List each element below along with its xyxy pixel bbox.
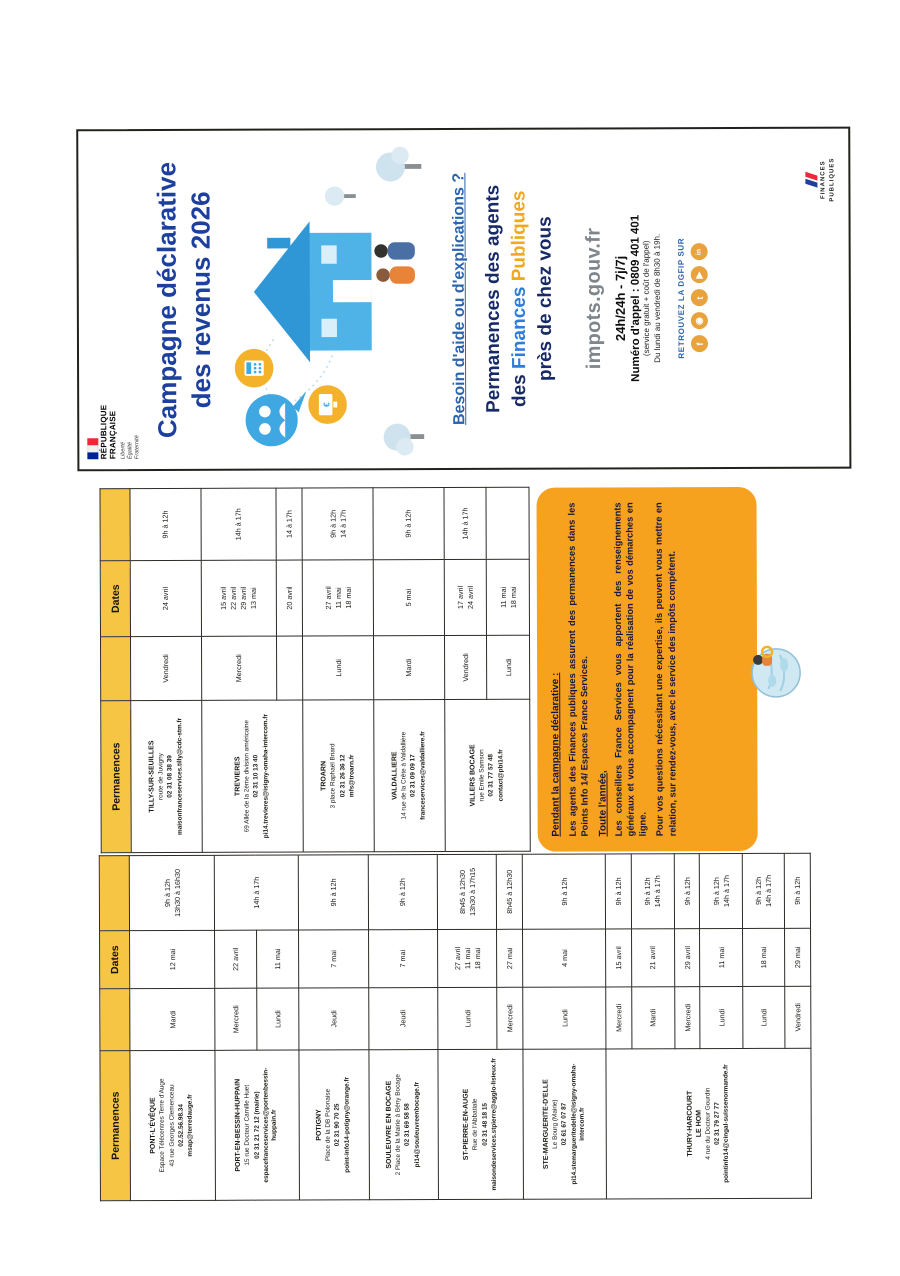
availability-hours: 24h/24h - 7j/7j (612, 255, 629, 342)
facebook-icon: f (691, 336, 708, 353)
venue-cell: TROARN 3 place Raphaël Briard 02 31 26 36 12 mfs@troarn.fr (303, 700, 374, 852)
dates-cell: 29 mai (784, 928, 810, 986)
day-cell: Lundi (303, 636, 374, 700)
linkedin-icon: in (691, 244, 708, 261)
venue-cell: PORT-EN-BESSIN-HUPPAIN 15 rue Docteur Camille Huet 02 31 21 72 12 (mairie) espacefranceservices@portenbessin-huppain.fr (215, 1050, 299, 1200)
dates-cell: 20 avril (276, 560, 302, 636)
youtube-icon: ▶ (691, 267, 708, 284)
website-logo: impots.gouv.fr (582, 227, 606, 370)
globe-illustration (744, 643, 804, 703)
mid-table (99, 488, 530, 853)
hours-cell: 14 à 17h (276, 488, 302, 560)
dates-cell: 15 avril (606, 929, 632, 987)
hours-cell: 14h à 17h (201, 488, 277, 560)
finances-word: Finances (508, 286, 530, 370)
table-row (522, 854, 607, 1199)
day-cell: Lundi (742, 986, 784, 1048)
table-row (302, 488, 374, 852)
republique-francaise-logo (87, 405, 141, 460)
twitter-icon: t (691, 290, 708, 307)
day-cell: Lundi (438, 987, 497, 1049)
table-row (129, 855, 215, 1200)
day-cell: Mardi (130, 988, 215, 1050)
table-row (298, 855, 369, 1200)
table-row (444, 487, 488, 851)
hours-cell: 8h45 à 12h30 (496, 854, 522, 929)
day-cell: Mardi (632, 987, 674, 1049)
venue-cell: PONT-L'ÉVÊQUE Espace Télécentres Terre d'Auge 43 rue Georges Clemenceau 02.52.56.98.34 msap@terredauge.fr (130, 1050, 216, 1200)
dates-cell: 7 mai (298, 930, 368, 988)
dates-cell: 11 mai 18 mai (487, 559, 530, 635)
hours-cell: 14h à 17h (214, 855, 298, 930)
table-row (201, 488, 278, 852)
day-cell: Vendredi (785, 986, 811, 1048)
dates-cell: 29 avril (674, 929, 700, 987)
header-dates: Dates (100, 561, 130, 637)
day-cell: Mercredi (606, 987, 632, 1049)
venue-cell: VILLERS BOCAGE rue Emile Samson 02 31 77 57 48 contact@pbi14.fr (444, 699, 530, 851)
info-paragraph: Les conseillers France Services vous apportent des renseignements généraux et vous accompagnent pour la réalisation de vos démarches en ligne. (612, 502, 648, 837)
info-heading-year: Toute l'année, (596, 770, 609, 837)
dates-cell: 18 mai (742, 928, 784, 986)
dates-cell: 24 avril (130, 560, 201, 636)
dates-cell: 12 mai (130, 930, 215, 988)
header-day (100, 989, 130, 1051)
day-cell: Mercredi (674, 987, 700, 1049)
finances-publiques-logo: FINANCES PUBLIQUES (805, 137, 836, 223)
day-cell: Mercredi (215, 988, 257, 1050)
hours-cell: 9h à 12h 14 à 17h (302, 488, 373, 560)
venue-cell: TILLY-SUR-SEUILLES route de Juvigny 02 31 08 38 39 maisonfranceservices.tilly@cdc-stm.fr (131, 700, 202, 852)
dates-cell: 27 avril 11 mai 18 mai (303, 560, 374, 636)
day-cell: Lundi (523, 987, 607, 1049)
permanences-table (99, 853, 812, 1201)
info-paragraph: Pour vos questions nécessitant une expertise, ils peuvent vous mettre en relation, sur rendez-vous, avec le service des impôts compétent. (653, 502, 678, 837)
dates-cell: 11 mai (700, 928, 742, 986)
day-cell: Vendredi (130, 636, 201, 700)
day-cell: Jeudi (368, 988, 438, 1050)
hours-cell: 9h à 12h 13h30 à 16h30 (129, 855, 214, 930)
hours-cell (486, 487, 529, 559)
venue-cell: STE-MARGUERITE-D'ELLE Le Bourg (Mairie) 02 61 67 07 87 pi14.stemargueritedelle@isigny-omaha-intercom.fr (523, 1049, 607, 1199)
subtitle: Permanences des agents des Finances Publiques près de chez vous (482, 184, 557, 413)
cover-illustration (226, 134, 449, 465)
phone-note: Du lundi au vendredi de 8h30 à 19h. (652, 233, 662, 363)
header-dates: Dates (100, 931, 130, 989)
dates-cell: 7 mai (368, 930, 438, 988)
day-cell: Mercredi (201, 636, 277, 700)
day-cell: Jeudi (298, 988, 368, 1050)
hours-cell: 9h à 12h 14h à 17h (742, 853, 784, 928)
republique-name: RÉPUBLIQUE FRANÇAISE (99, 404, 118, 460)
dates-cell: 15 avril 22 avril 29 avril 13 mai (201, 560, 277, 636)
venue-cell: TREVIERES 69 Allée de la 2ème division américaine 02 31 10 13 40 pi14.trevieres@isigny-omaha-intercom.fr (201, 700, 303, 852)
day-cell: Lundi (487, 635, 530, 699)
info-heading-campaign: Pendant la campagne déclarative : (550, 672, 562, 837)
table-row (373, 488, 445, 852)
instagram-icon: ◉ (691, 313, 708, 330)
permanences-table (99, 487, 530, 853)
dates-cell: 22 avril (215, 930, 257, 988)
phone-number: Numéro d'appel : 0809 401 401 (629, 214, 643, 382)
info-paragraph: Les agents des Finances publiques assurent des permanences dans les Points Info 14/ Espaces France Services. (566, 502, 590, 837)
cover-panel (76, 127, 851, 472)
venue-cell: POTIGNY Place de la DB Polonaise 02 31 90 70 25 point-info14-potigny@orange.fr (299, 1050, 369, 1200)
day-cell: Lundi (700, 986, 742, 1048)
header-hours (100, 489, 130, 561)
svg-text:€: € (321, 402, 332, 408)
hours-cell: 9h à 12h (674, 854, 700, 929)
hours-cell: 8h45 à 12h30 13h30 à 17h15 (438, 854, 497, 929)
header-hours (99, 856, 129, 931)
day-cell: Mardi (373, 636, 444, 700)
left-table (99, 854, 812, 1201)
venue-cell: ST-PIERRE-EN-AUGE Rue de l'Abbatiale 02 31 48 18 15 maisondeservices.stpierre@agglo-lisieux.fr (438, 1049, 523, 1199)
day-cell: Lundi (257, 988, 299, 1050)
republique-motto: Liberté Égalité Fraternité (120, 435, 141, 460)
dates-cell: 21 avril (632, 929, 674, 987)
hours-cell: 9h à 12h (368, 855, 438, 930)
hours-cell: 9h à 12h (784, 853, 810, 928)
social-icons (690, 129, 708, 467)
hours-cell: 9h à 12h (606, 854, 632, 929)
dates-cell: 27 mai (496, 929, 522, 987)
table-row (214, 855, 257, 1200)
help-heading: Besoin d'aide ou d'explications ? (449, 172, 468, 426)
header-day (100, 637, 130, 701)
header-permanences: Permanences (101, 701, 132, 853)
info-box (536, 487, 757, 852)
dates-cell: 5 mai (373, 560, 444, 636)
hours-cell: 9h à 12h 14h à 17h (700, 853, 742, 928)
day-cell (277, 636, 303, 700)
dates-cell: 11 mai (256, 930, 298, 988)
social-heading: RETROUVEZ LA DGFIP SUR (676, 237, 687, 359)
day-cell: Vendredi (444, 635, 487, 699)
venue-cell: SOULEUVRE EN BOCAGE 2 Place de la Mairie à Bény Bocage 02 31 69 58 58 pi14@souleuvreenbocage.fr (368, 1050, 438, 1200)
page-title: Campagne déclarative des revenus 2026 (151, 161, 216, 439)
header-permanences: Permanences (100, 1051, 131, 1201)
hours-cell: 9h à 12h (298, 855, 368, 930)
dates-cell: 17 avril 24 avril (444, 559, 487, 635)
phone-note: (service gratuit + coût de l'appel) (641, 240, 652, 357)
publiques-word: Publiques (508, 190, 530, 282)
hours-cell: 9h à 12h (373, 488, 444, 560)
fp-emblem-icon (805, 137, 817, 223)
dates-cell: 27 avril 11 mai 18 mai (438, 929, 497, 987)
hours-cell: 14h à 17h (444, 487, 487, 559)
table-row (438, 854, 498, 1199)
venue-cell: THURY-HARCOURT LE HOM 4 rue du Docteur Gourdin 02 31 79 27 77 pointinfo14@cingal-suissenormande.fr (606, 1048, 811, 1199)
table-row (606, 854, 633, 1199)
day-cell: Mercredi (497, 987, 523, 1049)
table-row (130, 488, 202, 852)
table-row (368, 855, 439, 1200)
hours-cell: 9h à 12h (522, 854, 606, 929)
venue-cell: VALDALLIERE 14 rue de la Crête à Valdallière 02 31 09 09 17 franceservices@valdalliere.fr (374, 700, 445, 852)
dates-cell: 4 mai (522, 929, 606, 987)
hours-cell: 9h à 12h 14h à 17h (632, 854, 674, 929)
french-flag-icon (87, 405, 98, 459)
hours-cell: 9h à 12h (130, 488, 201, 560)
